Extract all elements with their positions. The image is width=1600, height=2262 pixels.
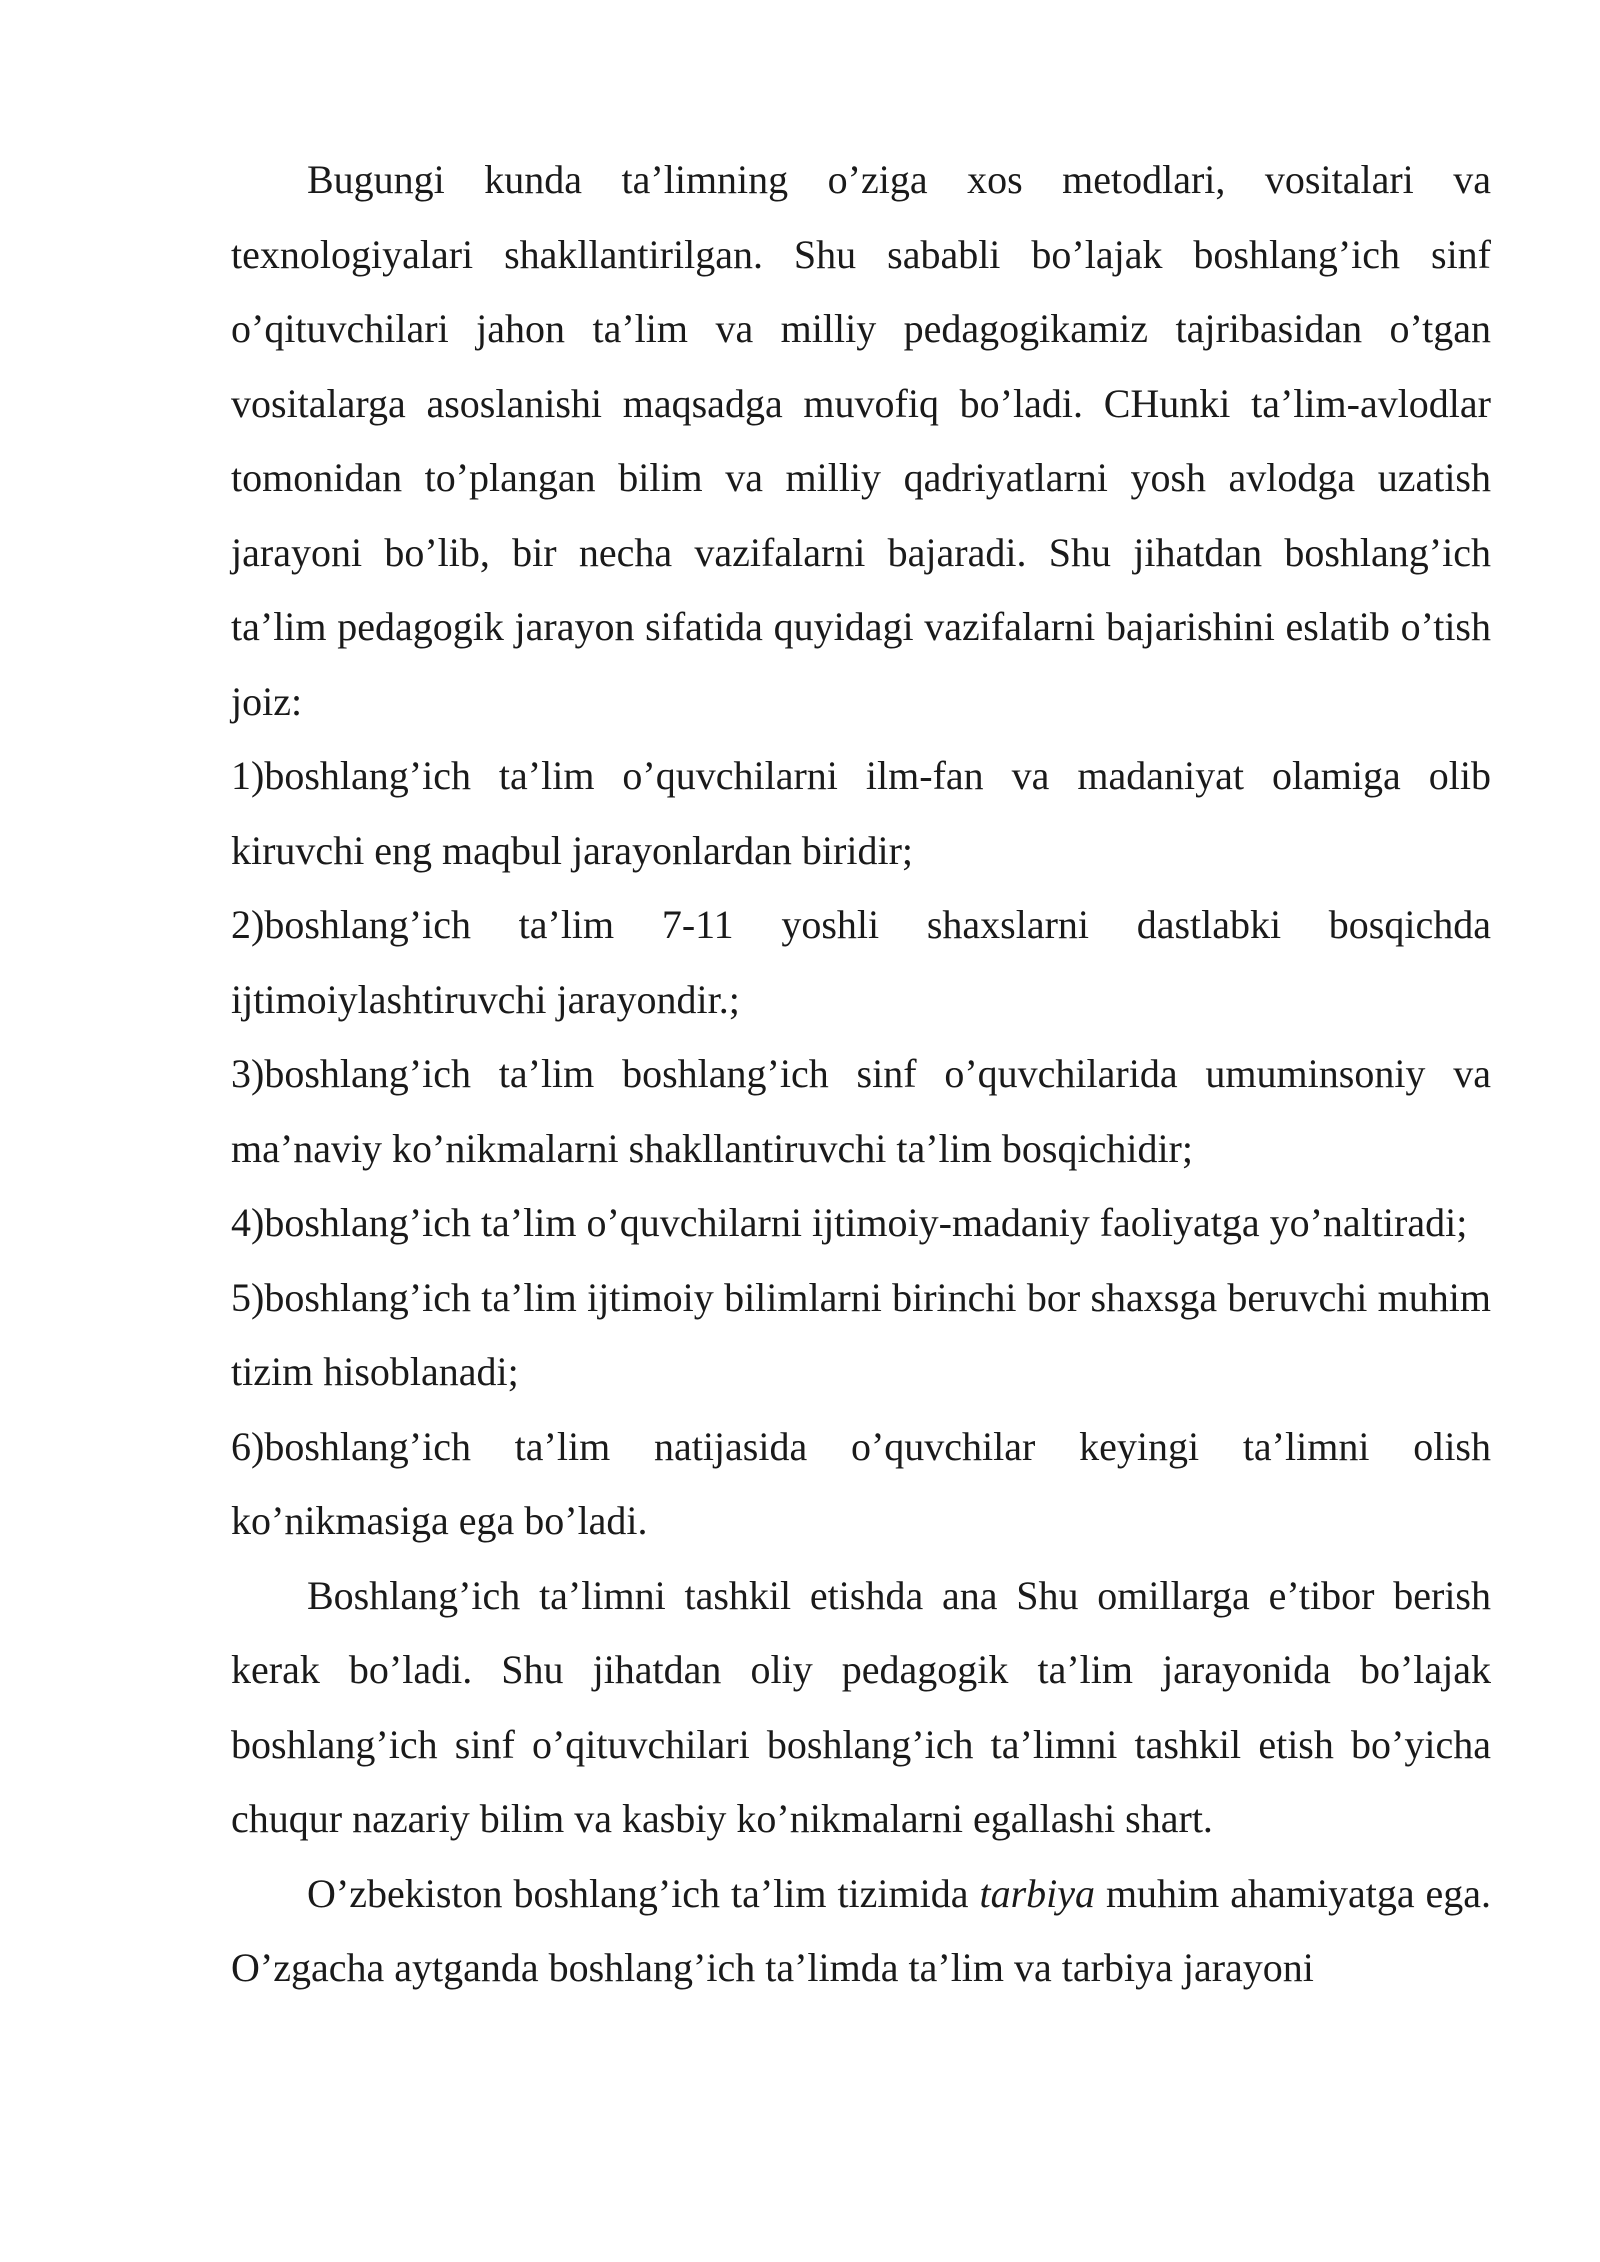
paragraph-organization: Boshlang’ich ta’limni tashkil etishda ana Shu omillarga e’tibor berish kerak bo’ladi. Shu jihatdan oliy pedagogik ta’lim jarayonida bo’lajak boshlang’ich sinf o’qituvchilari boshlang’ich ta’limni tashkil etish bo’yicha chuqur nazariy bilim va kasbiy ko’nikmalarni egallashi shart. [231, 1572, 1491, 1841]
list-item-1: 1)boshlang’ich ta’lim o’quvchilarni ilm-fan va madaniyat olamiga olib kiruvchi eng maqbul jarayonlardan biridir; [231, 753, 1491, 873]
paragraph-intro: Bugungi kunda ta’limning o’ziga xos metodlari, vositalari va texnologiyalari shakllantirilgan. Shu sababli bo’lajak boshlang’ich sinf o’qituvchilari jahon ta’lim va milliy pedagogikamiz tajribasidan o’tgan vositalarga asoslanishi maqsadga muvofiq bo’ladi. CHunki ta’lim-avlodlar tomonidan to’plangan bilim va milliy qadriyatlarni yosh avlodga uzatish jarayoni bo’lib, bir necha vazifalarni bajaradi. Shu jihatdan boshlang’ich ta’lim pedagogik jarayon sifatida quyidagi vazifalarni bajarishini eslatib o’tish joiz: [231, 157, 1491, 724]
list-item-6: 6)boshlang’ich ta’lim natijasida o’quvchilar keyingi ta’limni olish ko’nikmasiga ega bo’ladi. [231, 1423, 1491, 1543]
document-body [231, 143, 1491, 2006]
italic-term-tarbiya: tarbiya [979, 1870, 1096, 1916]
list-item-5: 5)boshlang’ich ta’lim ijtimoiy bilimlarni birinchi bor shaxsga beruvchi muhim tizim hisoblanadi; [231, 1274, 1491, 1394]
list-item-2: 2)boshlang’ich ta’lim 7-11 yoshli shaxslarni dastlabki bosqichda ijtimoiylashtiruvchi jarayondir.; [231, 902, 1491, 1022]
list-item-4: 4)boshlang’ich ta’lim o’quvchilarni ijtimoiy-madaniy faoliyatga yo’naltiradi; [231, 1200, 1468, 1245]
paragraph-upbringing-end: muhim ahamiyatga ega. O’zgacha aytganda boshlang’ich ta’limda ta’lim va tarbiya jarayoni [231, 1870, 1492, 1990]
paragraph-upbringing [231, 1857, 1491, 2006]
list-item-3: 3)boshlang’ich ta’lim boshlang’ich sinf o’quvchilarida umuminsoniy va ma’naviy ko’nikmalarni shakllantiruvchi ta’lim bosqichidir; [231, 1051, 1491, 1171]
paragraph-upbringing-start: O’zbekiston boshlang’ich ta’lim tizimida [307, 1870, 980, 1916]
